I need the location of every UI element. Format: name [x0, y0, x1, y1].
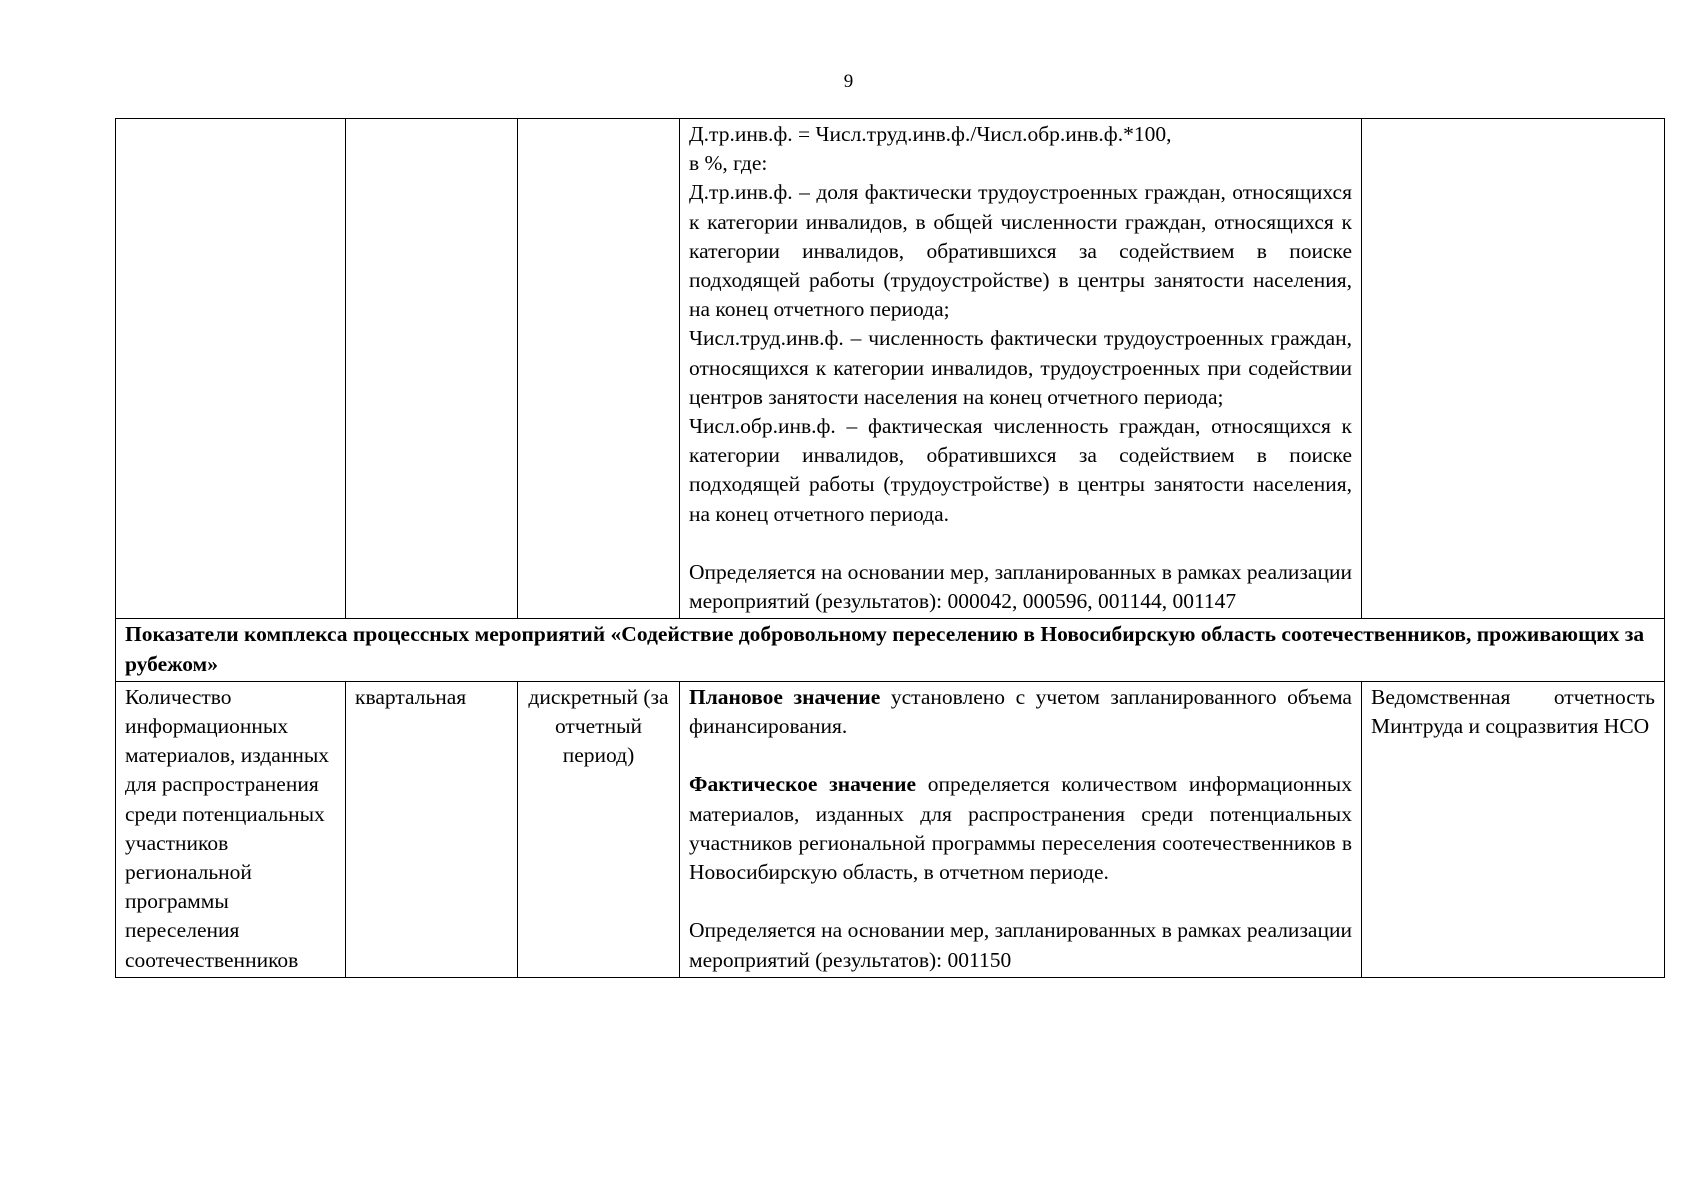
cell-periodicity-empty — [346, 119, 518, 619]
cell-indicator-name: Количество информационных материалов, изданных для распространения среди потенциальных участников региональной программы переселения соотечественников — [116, 681, 346, 977]
cell-method-description — [680, 681, 1362, 977]
paragraph-gap — [689, 529, 1352, 558]
section-header: Показатели комплекса процессных мероприятий «Содействие добровольному переселению в Новосибирскую область соотечественников, проживающих за рубежом» — [116, 619, 1665, 681]
basis-paragraph: Определяется на основании мер, запланированных в рамках реализации мероприятий (результатов): 001150 — [689, 918, 1352, 972]
definition-employed: Числ.труд.инв.ф. – численность фактически трудоустроенных граждан, относящихся к категории инвалидов, трудоустроенных при содействии центров занятости населения на конец отчетного периода; — [689, 326, 1352, 409]
page-number: 9 — [843, 71, 854, 92]
planned-text: установлено с учетом запланированного объема финансирования. — [689, 684, 1352, 739]
cell-data-source: Ведомственная отчетность Минтруда и соцразвития НСО — [1362, 681, 1665, 977]
planned-paragraph — [689, 683, 1352, 741]
actual-text: определяется количеством информационных материалов, изданных для распространения среди потенциальных участников региональной программы переселения соотечественников в Новосибирскую область, в отчетном периоде. — [689, 772, 1352, 885]
paragraph-gap — [689, 887, 1352, 916]
paragraph-gap — [689, 741, 1352, 770]
planned-label: Плановое значение — [689, 684, 881, 709]
definition-share: Д.тр.инв.ф. – доля фактически трудоустроенных граждан, относящихся к категории инвалидов, в общей численности граждан, относящихся к категории инвалидов, обратившихся за содействием в поиске подходящей работы (трудоустройстве) в центры занятости населения, на конец отчетного периода; — [689, 180, 1352, 322]
cell-type-empty — [518, 119, 680, 619]
table-row-formula — [116, 119, 1665, 619]
table-row-indicator — [116, 681, 1665, 977]
formula-line: Д.тр.инв.ф. = Числ.труд.инв.ф./Числ.обр.инв.ф.*100, — [689, 122, 1172, 146]
cell-indicator-type: дискретный (за отчетный период) — [518, 681, 680, 977]
basis-text: Определяется на основании мер, запланированных в рамках реализации мероприятий (результатов): 000042, 000596, 001144, 001147 — [689, 560, 1352, 614]
definition-applied: Числ.обр.инв.ф. – фактическая численность граждан, относящихся к категории инвалидов, обратившихся за содействием в поиске подходящей работы (трудоустройстве) в центры занятости населения, на конец отчетного периода. — [689, 414, 1352, 526]
cell-method-formula — [680, 119, 1362, 619]
cell-indicator-empty — [116, 119, 346, 619]
cell-periodicity: квартальная — [346, 681, 518, 977]
actual-label: Фактическое значение — [689, 772, 917, 797]
cell-source-empty — [1362, 119, 1665, 619]
indicators-table — [115, 118, 1665, 978]
formula-unit: в %, где: — [689, 151, 768, 176]
actual-paragraph — [689, 770, 1352, 887]
table-row-section-header — [116, 619, 1665, 681]
